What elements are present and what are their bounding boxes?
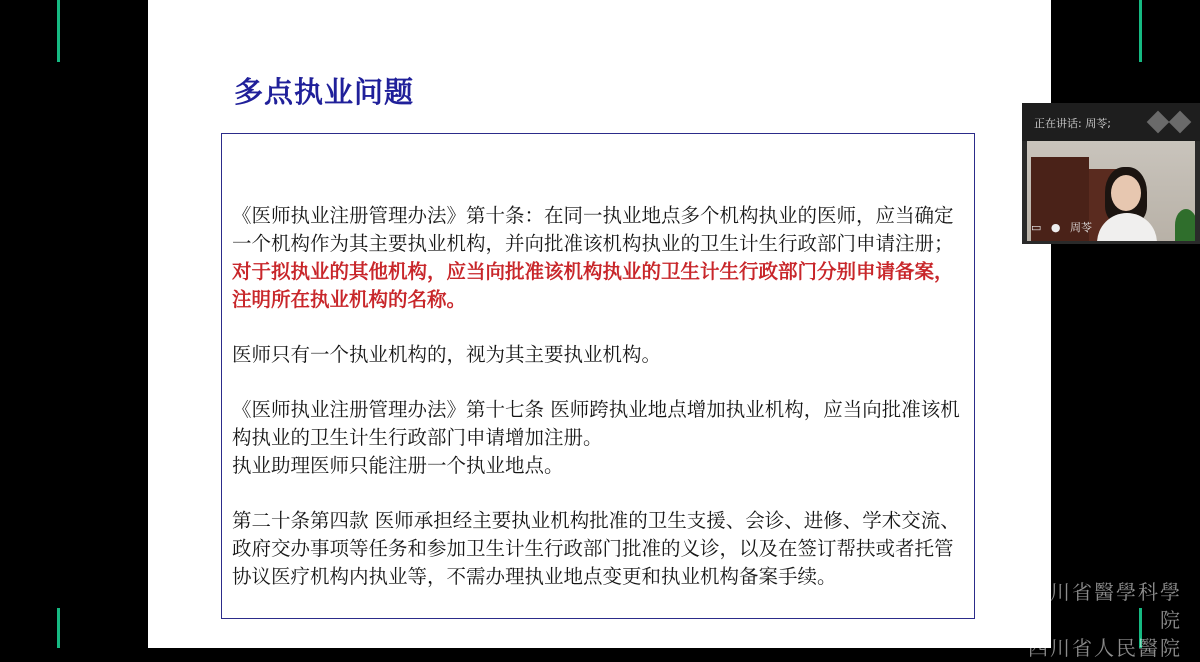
institution-watermark — [1022, 578, 1200, 662]
microphone-icon: ● — [1050, 221, 1061, 234]
participant-camera-feed — [1027, 141, 1195, 241]
watermark-line-1: 四川省醫學科學院 — [1028, 580, 1182, 632]
paragraph-article-10 — [232, 202, 972, 314]
speaking-indicator: 正在讲话: 周苓; — [1034, 117, 1111, 130]
more-options-icon[interactable] — [1146, 112, 1194, 132]
slide-body — [232, 202, 972, 591]
screen-share-icon: ▭ — [1031, 221, 1042, 234]
paragraph-article-20: 第二十条第四款 医师承担经主要执业机构批准的卫生支援、会诊、进修、学术交流、政府交办事项等任务和参加卫生计生行政部门批准的义诊，以及在签订帮扶或者托管协议医疗机构内执业等，不需办理执业地点变更和执业机构备案手续。 — [232, 509, 960, 588]
watermark-line-2: 四川省人民醫院 — [1028, 636, 1182, 660]
participant-footer — [1031, 219, 1092, 235]
paragraph-single-institution: 医师只有一个执业机构的，视为其主要执业机构。 — [232, 343, 662, 366]
frame-bracket-top-right — [1139, 0, 1142, 62]
paragraph-assistant-physician: 执业助理医师只能注册一个执业地点。 — [232, 454, 564, 477]
slide-title: 多点执业问题 — [234, 75, 415, 109]
presentation-slide — [148, 0, 1051, 648]
paragraph-article-17: 《医师执业注册管理办法》第十七条 医师跨执业地点增加执业机构，应当向批准该机构执业的卫生计生行政部门申请增加注册。 — [232, 398, 960, 449]
frame-bracket-top-left — [57, 0, 60, 62]
video-header — [1022, 103, 1200, 141]
participant-name: 周苓 — [1070, 221, 1093, 234]
frame-bracket-bottom-left — [57, 608, 60, 648]
highlighted-text: 对于拟执业的其他机构，应当向批准该机构执业的卫生计生行政部门分别申请备案，注明所在执业机构的名称。 — [232, 260, 954, 311]
paragraph-text: 《医师执业注册管理办法》第十条：在同一执业地点多个机构执业的医师，应当确定一个机构作为其主要执业机构，并向批准该机构执业的卫生计生行政部门申请注册； — [232, 204, 954, 255]
video-tile[interactable] — [1022, 103, 1200, 244]
